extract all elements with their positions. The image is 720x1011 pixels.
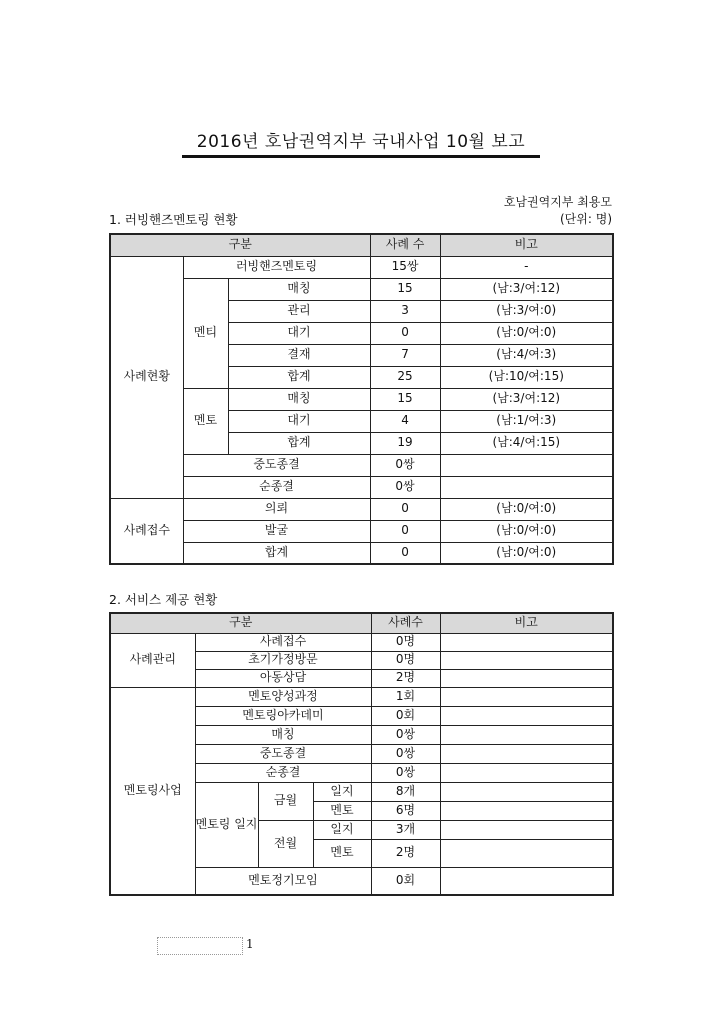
row-note: (남:3/여:12) <box>440 388 613 410</box>
author: 호남권역지부 최용모 <box>503 195 612 209</box>
row-label: 발굴 <box>183 520 370 542</box>
row-note <box>440 669 613 687</box>
row-count: 6명 <box>371 801 440 820</box>
row-count: 25 <box>370 366 440 388</box>
row-label: 합계 <box>183 542 370 564</box>
row-note <box>440 763 613 782</box>
row-label: 결재 <box>228 344 370 366</box>
header-category: 구분 <box>110 234 370 256</box>
row-count: 2명 <box>371 669 440 687</box>
row-note: (남:0/여:0) <box>440 542 613 564</box>
row-count: 0명 <box>371 651 440 669</box>
page-number: 1 <box>246 937 254 951</box>
row-label: 초기가정방문 <box>195 651 371 669</box>
row-note: - <box>440 256 613 278</box>
row-count: 1회 <box>371 687 440 706</box>
row-label: 대기 <box>228 410 370 432</box>
row-label: 멘토 <box>313 801 371 820</box>
row-note <box>440 801 613 820</box>
row-label: 멘토 <box>313 839 371 867</box>
row-count: 0쌍 <box>370 454 440 476</box>
row-note: (남:3/여:0) <box>440 300 613 322</box>
service-status-table <box>109 612 614 896</box>
row-label: 중도종결 <box>183 454 370 476</box>
row-label: 멘토정기모임 <box>195 867 371 895</box>
row-note: (남:4/여:3) <box>440 344 613 366</box>
mentoring-status-table <box>109 233 614 565</box>
row-note: (남:0/여:0) <box>440 322 613 344</box>
row-label: 합계 <box>228 366 370 388</box>
row-count: 0회 <box>371 706 440 725</box>
row-note <box>440 867 613 895</box>
row-label: 매칭 <box>228 278 370 300</box>
group-mentee: 멘티 <box>183 278 228 388</box>
section1-heading: 1. 러빙핸즈멘토링 현황 <box>109 212 238 227</box>
header-category: 구분 <box>110 613 371 633</box>
footer-field-box <box>157 937 243 955</box>
row-count: 0 <box>370 498 440 520</box>
header-note: 비고 <box>440 613 613 633</box>
row-count: 3 <box>370 300 440 322</box>
row-label: 아동상담 <box>195 669 371 687</box>
header-note: 비고 <box>440 234 613 256</box>
row-count: 3개 <box>371 820 440 839</box>
row-count: 8개 <box>371 782 440 801</box>
row-count: 0명 <box>371 633 440 651</box>
row-label: 의뢰 <box>183 498 370 520</box>
group-journal: 멘토링 일지 <box>195 782 258 867</box>
row-note: (남:4/여:15) <box>440 432 613 454</box>
row-label: 중도종결 <box>195 744 371 763</box>
row-count: 2명 <box>371 839 440 867</box>
row-note <box>440 782 613 801</box>
row-count: 0쌍 <box>371 744 440 763</box>
row-note <box>440 633 613 651</box>
row-note <box>440 687 613 706</box>
row-label: 사례접수 <box>195 633 371 651</box>
header-count: 사례 수 <box>370 234 440 256</box>
row-label: 대기 <box>228 322 370 344</box>
group-case-manage: 사례관리 <box>110 633 195 687</box>
row-note <box>440 839 613 867</box>
row-note: (남:10/여:15) <box>440 366 613 388</box>
row-note <box>440 651 613 669</box>
row-count: 0쌍 <box>371 763 440 782</box>
row-note <box>440 476 613 498</box>
row-label: 일지 <box>313 820 371 839</box>
row-label: 멘토양성과정 <box>195 687 371 706</box>
row-note <box>440 744 613 763</box>
row-label: 관리 <box>228 300 370 322</box>
row-count: 15쌍 <box>370 256 440 278</box>
page-title: 2016년 호남권역지부 국내사업 10월 보고 <box>196 132 526 152</box>
row-label: 매칭 <box>195 725 371 744</box>
row-count: 15 <box>370 278 440 300</box>
row-note <box>440 454 613 476</box>
row-count: 0 <box>370 542 440 564</box>
row-note <box>440 820 613 839</box>
title-underline <box>182 155 540 158</box>
row-count: 0 <box>370 520 440 542</box>
row-count: 7 <box>370 344 440 366</box>
row-label: 합계 <box>228 432 370 454</box>
group-mentoring: 멘토링사업 <box>110 687 195 895</box>
group-mentor: 멘토 <box>183 388 228 454</box>
row-count: 0쌍 <box>370 476 440 498</box>
group-case-status: 사례현황 <box>110 256 183 498</box>
row-note: (남:1/여:3) <box>440 410 613 432</box>
row-count: 0쌍 <box>371 725 440 744</box>
row-label: 매칭 <box>228 388 370 410</box>
row-label: 순종결 <box>195 763 371 782</box>
row-count: 0 <box>370 322 440 344</box>
row-label: 러빙핸즈멘토링 <box>183 256 370 278</box>
row-count: 19 <box>370 432 440 454</box>
row-label: 순종결 <box>183 476 370 498</box>
row-note: (남:0/여:0) <box>440 520 613 542</box>
row-count: 0회 <box>371 867 440 895</box>
header-count: 사례수 <box>371 613 440 633</box>
row-note: (남:0/여:0) <box>440 498 613 520</box>
section2-heading: 2. 서비스 제공 현황 <box>109 592 218 607</box>
row-note: (남:3/여:12) <box>440 278 613 300</box>
group-case-intake: 사례접수 <box>110 498 183 564</box>
row-count: 15 <box>370 388 440 410</box>
month-prev: 전월 <box>258 820 313 867</box>
unit-label: (단위: 명) <box>560 212 612 226</box>
row-note <box>440 706 613 725</box>
row-note <box>440 725 613 744</box>
row-label: 일지 <box>313 782 371 801</box>
row-count: 4 <box>370 410 440 432</box>
month-this: 금월 <box>258 782 313 820</box>
row-label: 멘토링아카데미 <box>195 706 371 725</box>
